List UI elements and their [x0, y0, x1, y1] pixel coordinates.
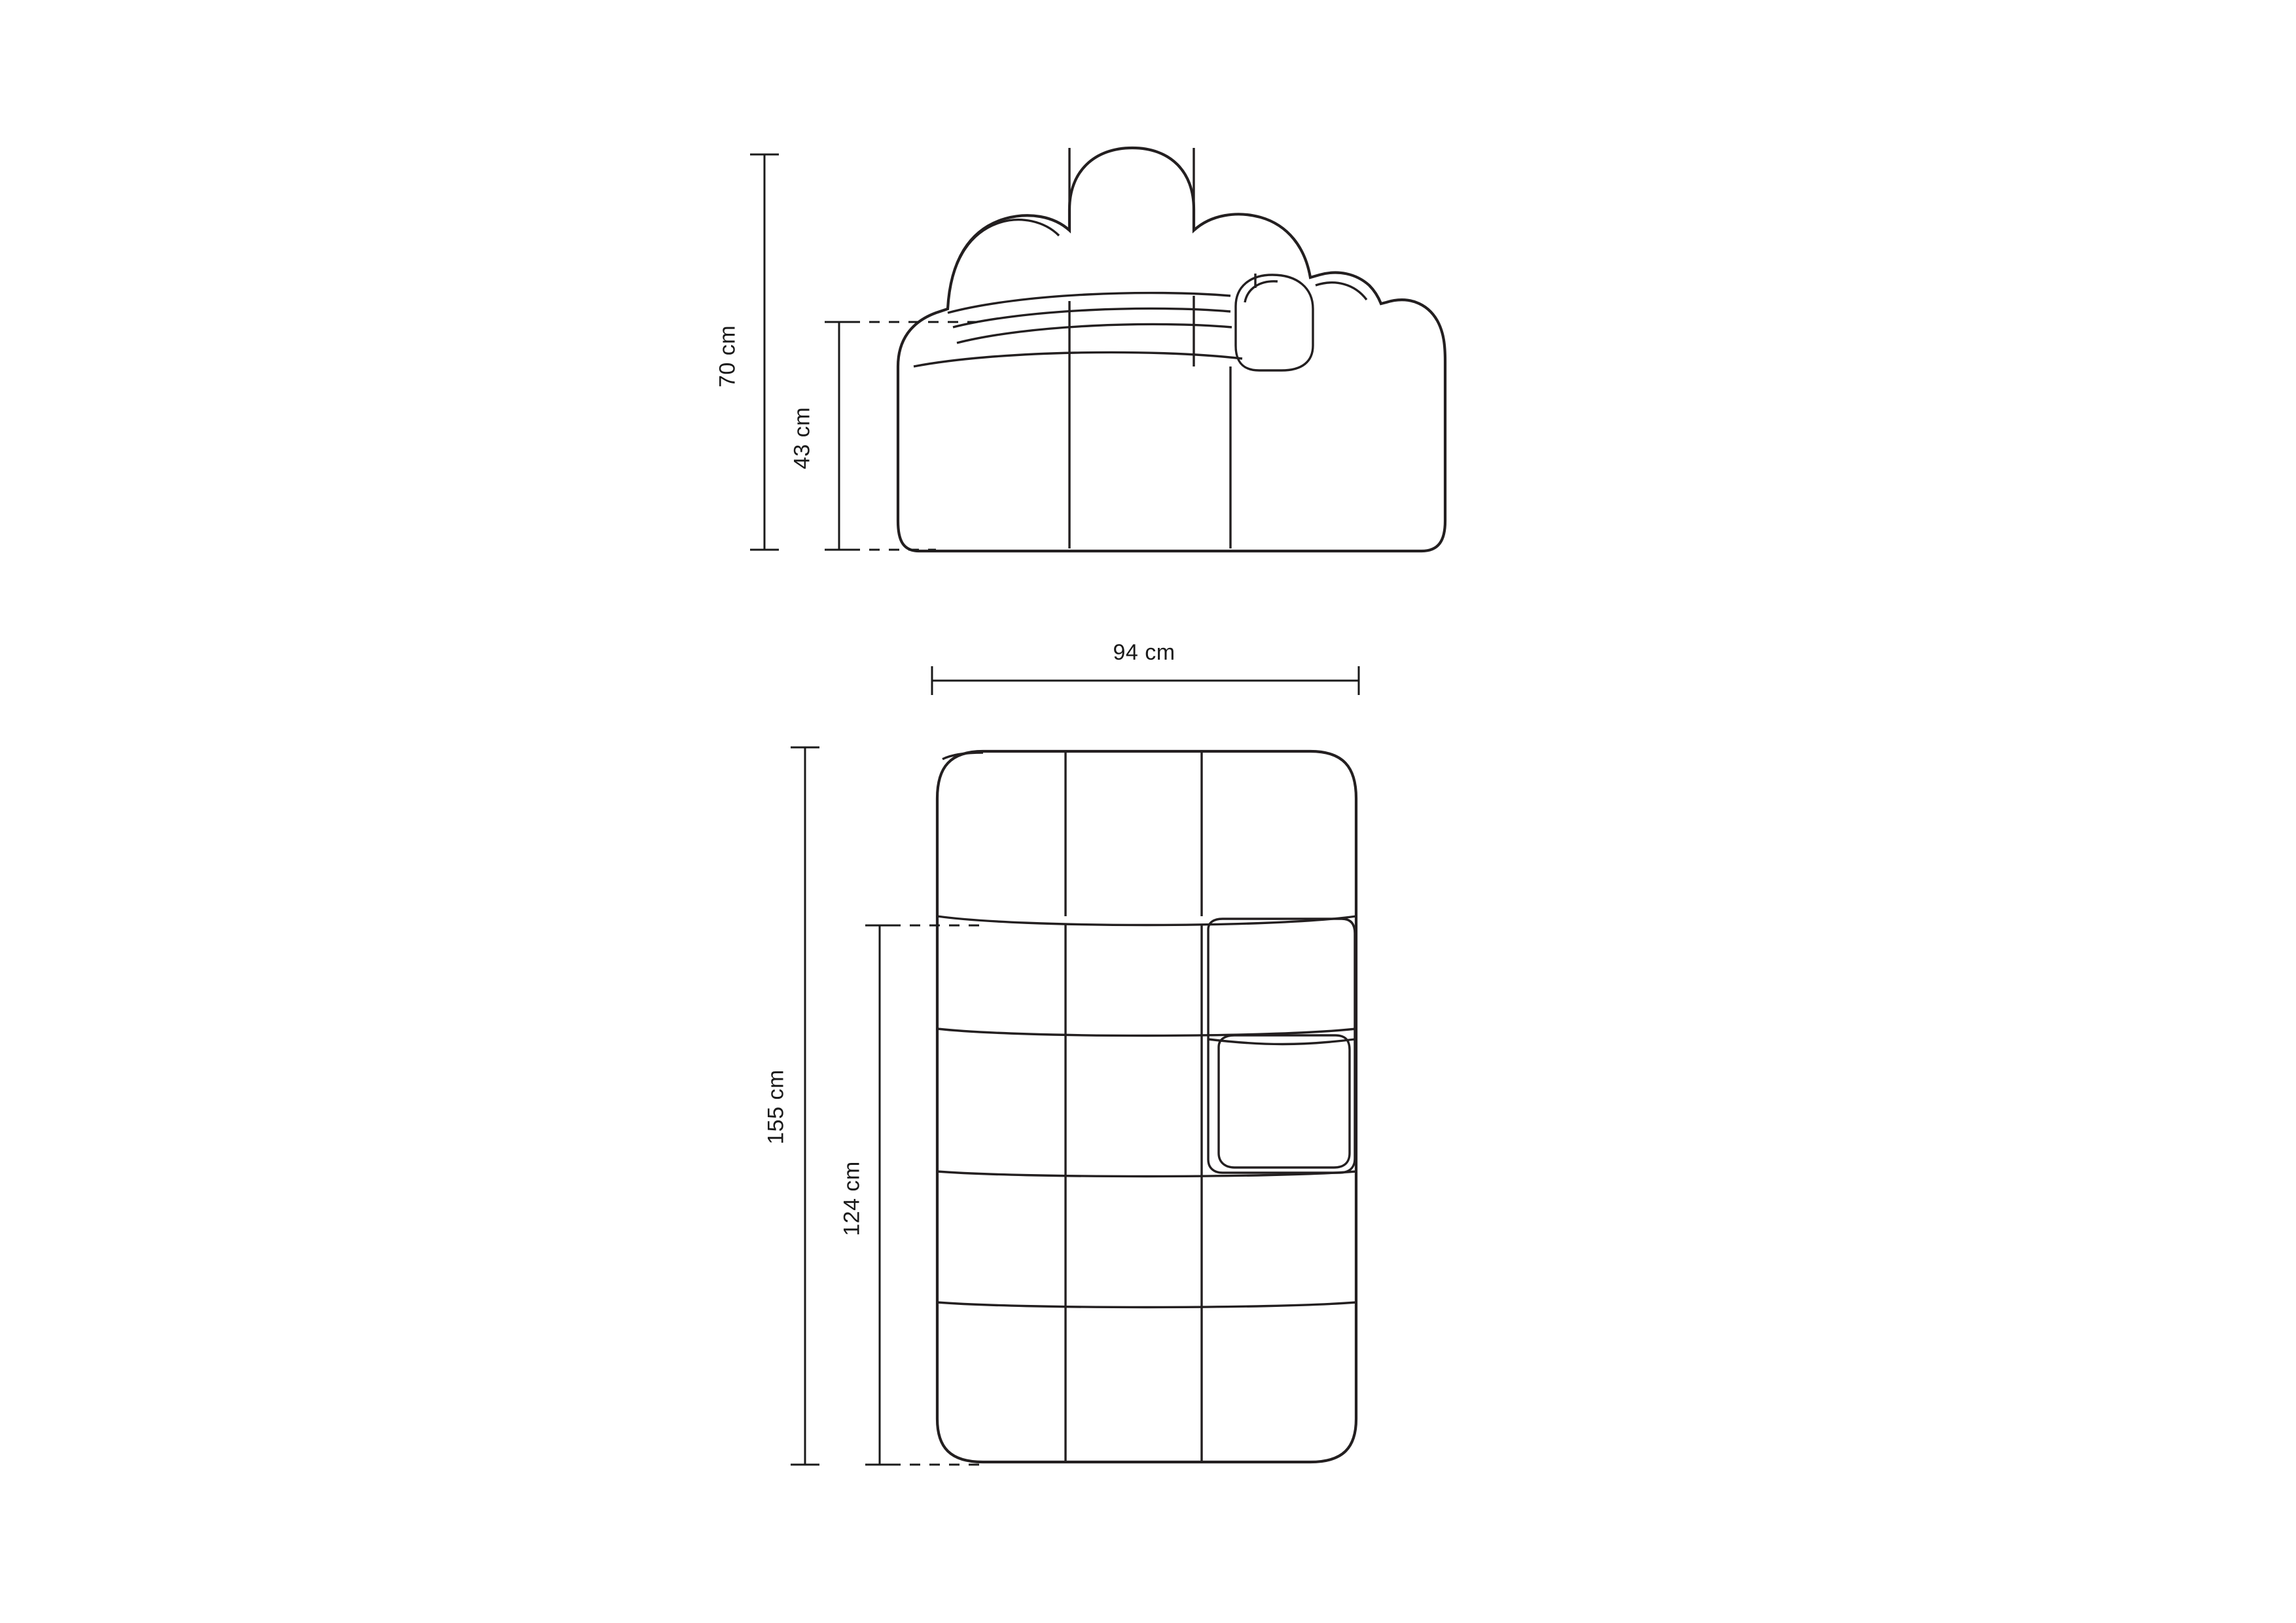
dimension-label-depth-total: 155 cm [763, 1069, 789, 1145]
dimension-label-height-total: 70 cm [715, 325, 740, 388]
dimension-label-width-total: 94 cm [1113, 640, 1175, 665]
front-elevation-view [898, 148, 1445, 551]
dimension-label-height-seat: 43 cm [789, 406, 815, 470]
dimension-depth-total [791, 747, 819, 1465]
dimension-label-depth-seat: 124 cm [839, 1161, 865, 1236]
top-plan-view [937, 751, 1356, 1462]
dimension-width-total [932, 666, 1359, 695]
dimension-height-total [750, 154, 779, 550]
